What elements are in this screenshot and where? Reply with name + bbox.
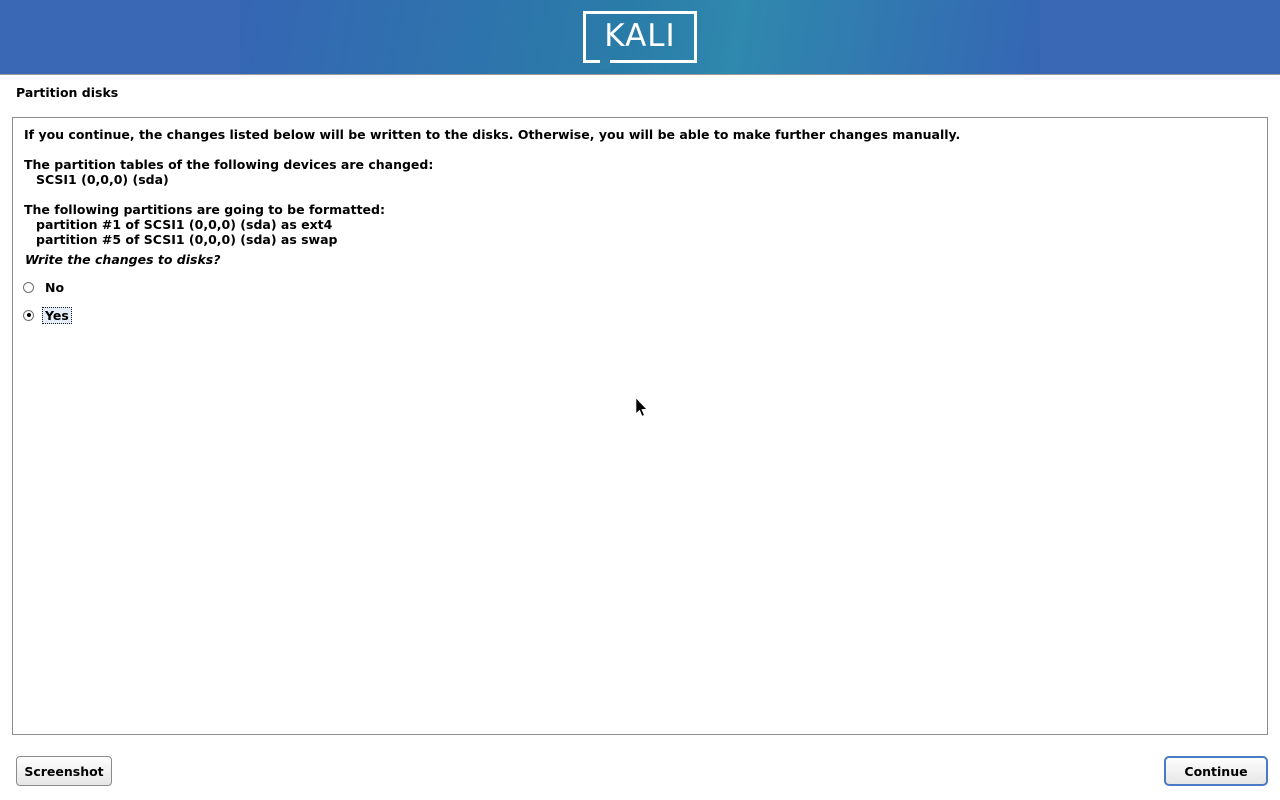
radio-option-no[interactable] — [23, 278, 67, 296]
intro-text: If you continue, the changes listed below will be written to the disks. Otherwise, you will be able to make further changes manually. — [24, 127, 961, 142]
formatted-partitions-heading: The following partitions are going to be formatted: — [24, 202, 385, 217]
formatted-partitions-item: partition #5 of SCSI1 (0,0,0) (sda) as swap — [36, 232, 338, 247]
partition-tables-item: SCSI1 (0,0,0) (sda) — [36, 172, 169, 187]
screenshot-button[interactable]: Screenshot — [16, 756, 112, 786]
write-changes-question: Write the changes to disks? — [25, 252, 221, 267]
formatted-partitions-section — [24, 202, 385, 247]
kali-banner — [0, 0, 1280, 74]
formatted-partitions-item: partition #1 of SCSI1 (0,0,0) (sda) as ext4 — [36, 217, 333, 232]
partition-tables-section — [24, 157, 433, 187]
kali-logo — [583, 11, 697, 63]
partition-tables-heading: The partition tables of the following devices are changed: — [24, 157, 434, 172]
kali-logo-notch — [600, 60, 610, 69]
kali-logo-text: KALI — [604, 17, 676, 54]
radio-yes-icon[interactable] — [23, 310, 34, 321]
banner-divider — [0, 74, 1280, 75]
radio-yes-label[interactable]: Yes — [42, 307, 72, 324]
content-frame — [12, 117, 1268, 735]
radio-no-icon[interactable] — [23, 282, 34, 293]
radio-no-label[interactable]: No — [45, 279, 65, 295]
page-title: Partition disks — [16, 85, 119, 100]
continue-button[interactable]: Continue — [1164, 756, 1268, 786]
radio-option-yes[interactable] — [23, 306, 72, 324]
